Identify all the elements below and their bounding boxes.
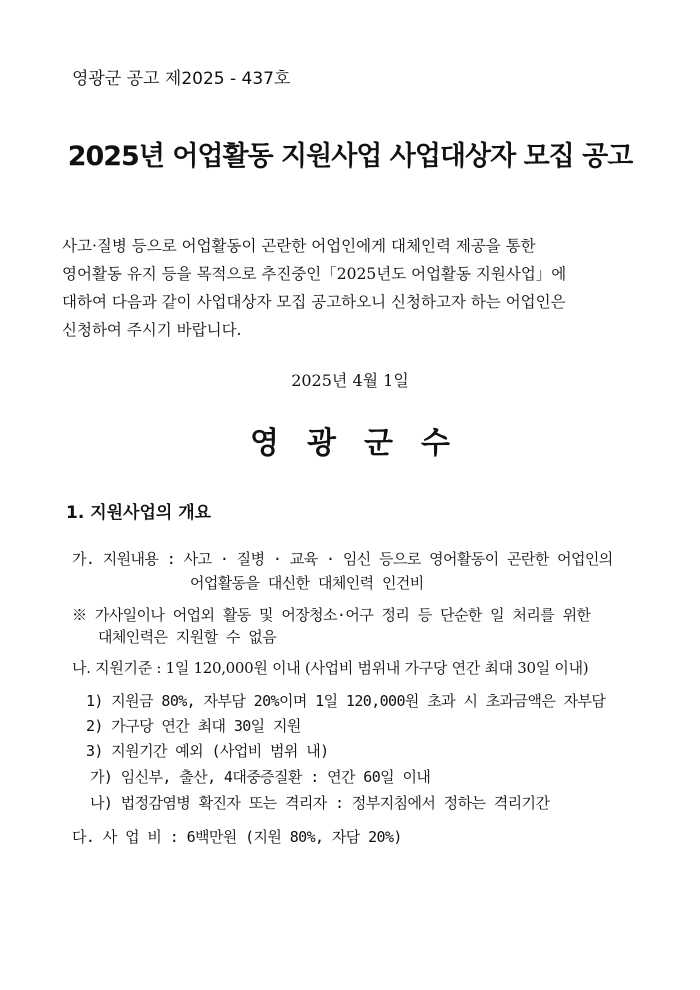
- intro-line-1: 사고·질병 등으로 어업활동이 곤란한 어업인에게 대체인력 제공을 통한: [62, 237, 536, 255]
- section-heading: 1. 지원사업의 개요: [66, 503, 212, 523]
- item-da-line: 다. 사 업 비 : 6백만원 (지원 80%, 자담 20%): [72, 828, 402, 846]
- notice-number: 영광군 공고 제2025 - 437호: [72, 69, 291, 89]
- note-line-2: 대체인력은 지원할 수 없음: [98, 628, 277, 646]
- item-na-line: 나. 지원기준 : 1일 120,000원 이내 (사업비 범위내 가구당 연간 최대 30일 이내): [72, 659, 589, 677]
- item-na-1: 1) 지원금 80%, 자부담 20%이며 1일 120,000원 초과 시 초과금액은 자부담: [86, 692, 606, 710]
- item-na-3: 3) 지원기간 예외 (사업비 범위 내): [86, 742, 329, 760]
- note-line-1: ※ 가사일이나 어업외 활동 및 어장청소·어구 정리 등 단순한 일 처리를 위한: [72, 606, 591, 624]
- item-na-2: 2) 가구당 연간 최대 30일 지원: [86, 717, 301, 735]
- item-na-3-ga: 가) 임신부, 출산, 4대중증질환 : 연간 60일 이내: [90, 768, 431, 786]
- item-ga-line-2: 어업활동을 대신한 대체인력 인건비: [190, 574, 424, 592]
- item-na-3-na: 나) 법정감염병 확진자 또는 격리자 : 정부지침에서 정하는 격리기간: [90, 794, 550, 812]
- item-ga-line-1: 가. 지원내용 : 사고 · 질병 · 교육 · 임신 등으로 영어활동이 곤란한 어업인의: [72, 550, 613, 568]
- notice-date: 2025년 4월 1일: [291, 371, 409, 390]
- intro-line-4: 신청하여 주시기 바랍니다.: [62, 321, 242, 339]
- intro-line-2: 영어활동 유지 등을 목적으로 추진중인「2025년도 어업활동 지원사업」에: [62, 265, 567, 283]
- issuer-name: 영광군수: [250, 426, 478, 461]
- intro-line-3: 대하여 다음과 같이 사업대상자 모집 공고하오니 신청하고자 하는 어업인은: [62, 293, 566, 311]
- document-title: 2025년 어업활동 지원사업 사업대상자 모집 공고: [67, 141, 633, 172]
